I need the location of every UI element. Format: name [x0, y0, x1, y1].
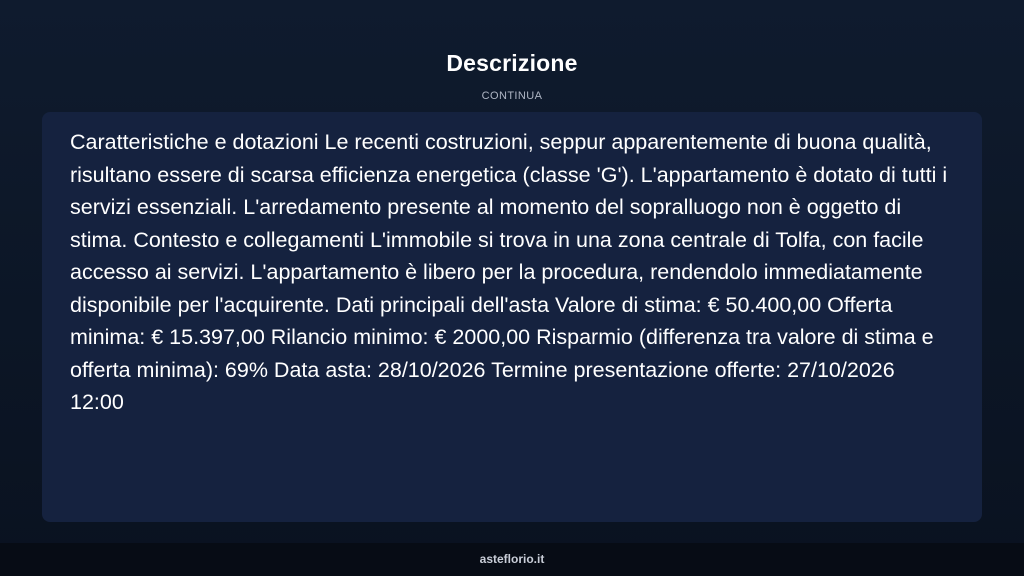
footer-bar	[0, 543, 1024, 576]
continua-label: CONTINUA	[481, 90, 543, 102]
description-text: Caratteristiche e dotazioni Le recenti costruzioni, seppur apparentemente di buona qualità, risultano essere di scarsa efficienza energetica (classe 'G'). L'appartamento è dotato di tutti i servizi essenziali. L'arredamento presente al momento del sopralluogo non è oggetto di stima. Contesto e collegamenti L'immobile si trova in una zona centrale di Tolfa, con facile accesso ai servizi. L'appartamento è libero per la procedura, rendendolo immediatamente disponibile per l'acquirente. Dati principali dell'asta Valore di stima: € 50.400,00 Offerta minima: € 15.397,00 Rilancio minimo: € 2000,00 Risparmio (differenza tra valore di stima e offerta minima): 69% Data asta: 28/10/2026 Termine presentazione offerte: 27/10/2026 12:00	[70, 130, 948, 414]
page-title: Descrizione	[446, 50, 578, 76]
description-card	[42, 112, 982, 522]
footer-site-label: asteflorio.it	[479, 552, 545, 566]
